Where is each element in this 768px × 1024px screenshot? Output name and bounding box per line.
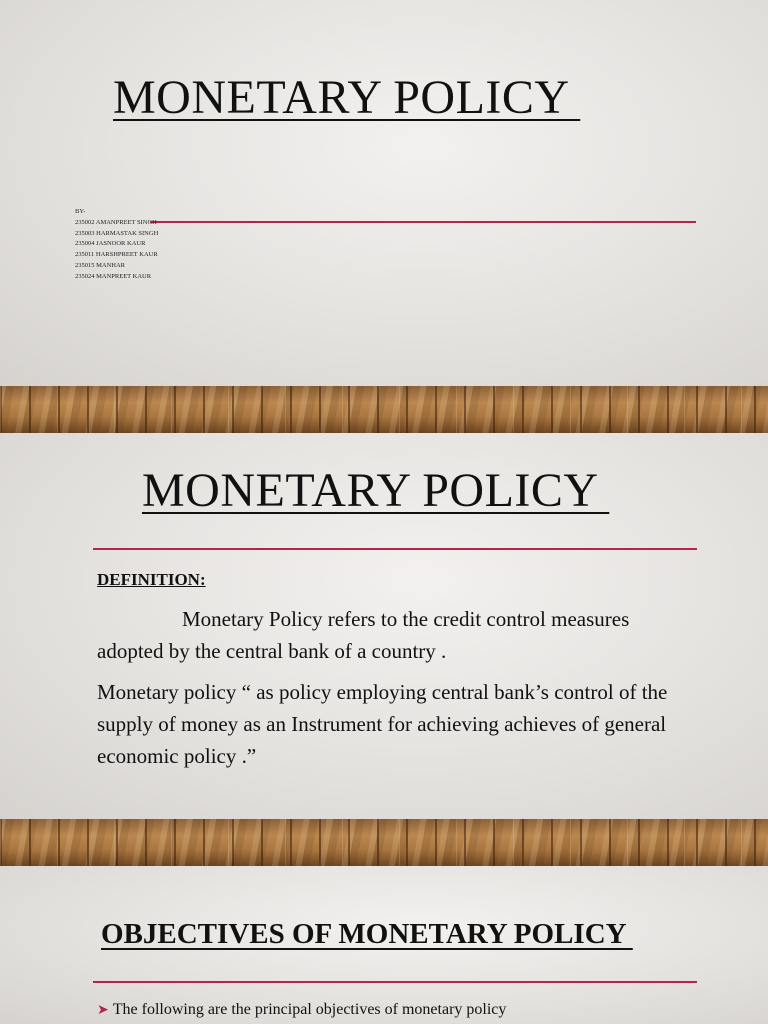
definition-paragraph-1-text: Monetary Policy refers to the credit control measures adopted by the central bank of a country . <box>97 607 630 663</box>
definition-paragraph-2-text: Monetary policy “ as policy employing central bank’s control of the supply of money as an Instrument for achieving achieves of general economic policy .” <box>97 680 668 768</box>
member-name: 235024 MANPREET KAUR <box>75 272 152 280</box>
slide-1-accent-rule <box>150 221 696 223</box>
definition-paragraph-1 <box>97 603 687 667</box>
member-name: 235011 HARSHPREET KAUR <box>75 251 158 259</box>
presenter-list <box>75 207 158 283</box>
member-name: 235003 HARMASTAK SINGH <box>75 229 159 237</box>
definition-paragraph-2 <box>97 676 687 772</box>
wood-floor-band <box>0 386 768 433</box>
member-name: 235004 JASNOOR KAUR <box>75 240 146 248</box>
arrow-bullet-icon: ➤ <box>97 1003 109 1018</box>
slide-3-title: OBJECTIVES OF MONETARY POLICY <box>101 918 633 950</box>
by-label: BY- <box>75 208 86 215</box>
definition-heading: DEFINITION: <box>97 570 206 589</box>
objective-bullet <box>97 1001 506 1019</box>
objective-bullet-text: The following are the principal objectives of monetary policy <box>112 1001 507 1018</box>
wood-floor-band <box>0 819 768 866</box>
slide-2-title: MONETARY POLICY <box>142 464 610 517</box>
slide-3-accent-rule <box>93 981 697 983</box>
slide-1-title: MONETARY POLICY <box>113 71 581 124</box>
member-name: 235002 AMANPREET SINGH <box>75 218 157 226</box>
member-name: 235015 MANHAR <box>75 261 126 269</box>
slide-1 <box>0 0 768 386</box>
slide-2-accent-rule <box>93 548 697 550</box>
